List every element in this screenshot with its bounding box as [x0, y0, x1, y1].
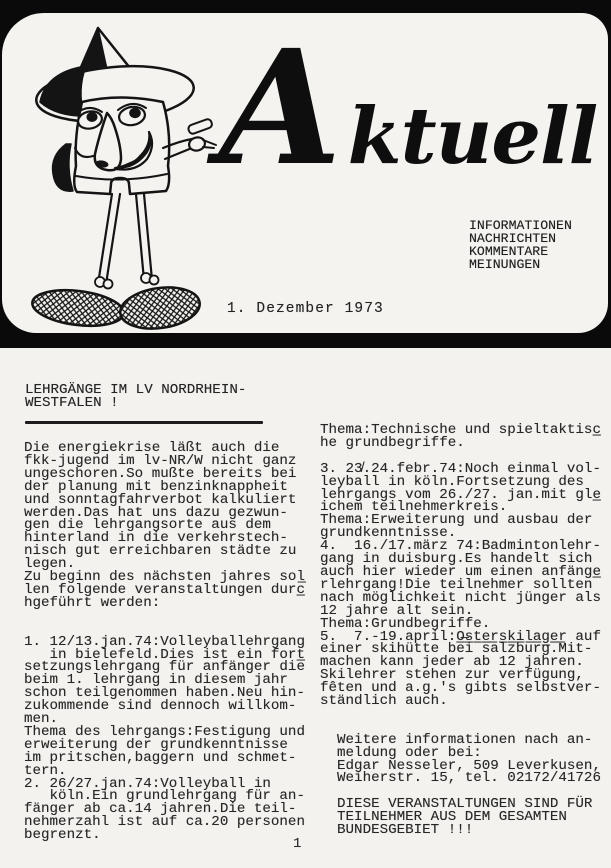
masthead-title-initial: A: [219, 16, 342, 201]
masthead-tagline: INFORMATIONEN NACHRICHTEN KOMMENTARE MEINUNGEN: [469, 218, 572, 272]
article-heading: LEHRGÄNGE IM LV NORDRHEIN- WESTFALEN !: [25, 382, 247, 412]
gnome-mascot-illustration: [20, 16, 220, 332]
masthead-date: 1. Dezember 1973: [227, 301, 384, 317]
masthead-title: [219, 16, 597, 201]
masthead-frame: [0, 0, 611, 348]
article-left-column: Die energiekrise läßt auch die fkk-jugend im lv-NR/W nicht ganz ungeschoren.So mußte bereits bei der planung mit benzinknappheit und sonntagfahrverbot kalkuliert werden.Das hat uns dazu gezwun- gen die lehrgangsorte aus dem hinterland in die verkehrstech- nisch gut erreichbaren städte zu legen. Zu beginn des nächsten jahres sol̲ len folgende veranstaltungen durc̲ hgeführt werden: 1. 12/13.jan.74:Volleyballehrgang in bielefeld.Dies ist ein fort̲ setzungslehrgang für anfänger die beim 1. lehrgang in diesem jahr schon teilgenommen haben.Neu hin- zukommende sind dennoch willkom- men. Thema des lehrgangs:Festigung und erweiterung der grundkenntnisse im pritschen,baggern und schmet- tern. 2. 26/27.jan.74:Volleyball in köln.Ein grundlehrgang für an- fänger ab ca.14 jahren.Die teil- nehmerzahl ist auf ca.20 personen begrenzt.: [24, 440, 305, 844]
page-number: 1: [293, 836, 302, 852]
heading-underline-rule: [25, 421, 263, 424]
article-right-column: Thema:Technische und spieltaktisc̲ he grundbegriffe. 3. 23̸.24.febr.74:Noch einmal vol- leyball in köln.Fortsetzung des lehrgangs vom 26./27. jan.mit gle̲ ichem teilnehmerkreis. Thema:Erweiterung und ausbau der grundkenntnisse. 4. 16./17.märz 74:Badmintonlehr- gang in duisburg.Es handelt sich auch hier wieder um einen anfänge̲ rlehrgang!Die teilnehmer sollten nach möglichkeit nicht jünger als 12 jahre alt sein. Thema:Grundbegriffe. 5. 7.-19.april:O̶̲s̲t̲e̲r̲s̲k̲i̲l̲a̲g̲e̲r̲ auf einer skihütte bei salzburg.Mit- machen kann jeder ab 12 jahren. Skilehrer stehen zur verfügung, fêten und a.g.'s gibts selbstver- ständlich auch. Weitere informationen nach an- meldung oder bei: Edgar Nesseler, 509 Leverkusen, Weiherstr. 15, tel. 02172/41726 DIESE VERANSTALTUNGEN SIND FÜR TEILNEHMER AUS DEM GESAMTEN BUNDESGEBIET !!!: [320, 422, 601, 839]
masthead-title-rest: ktuell: [347, 91, 598, 182]
